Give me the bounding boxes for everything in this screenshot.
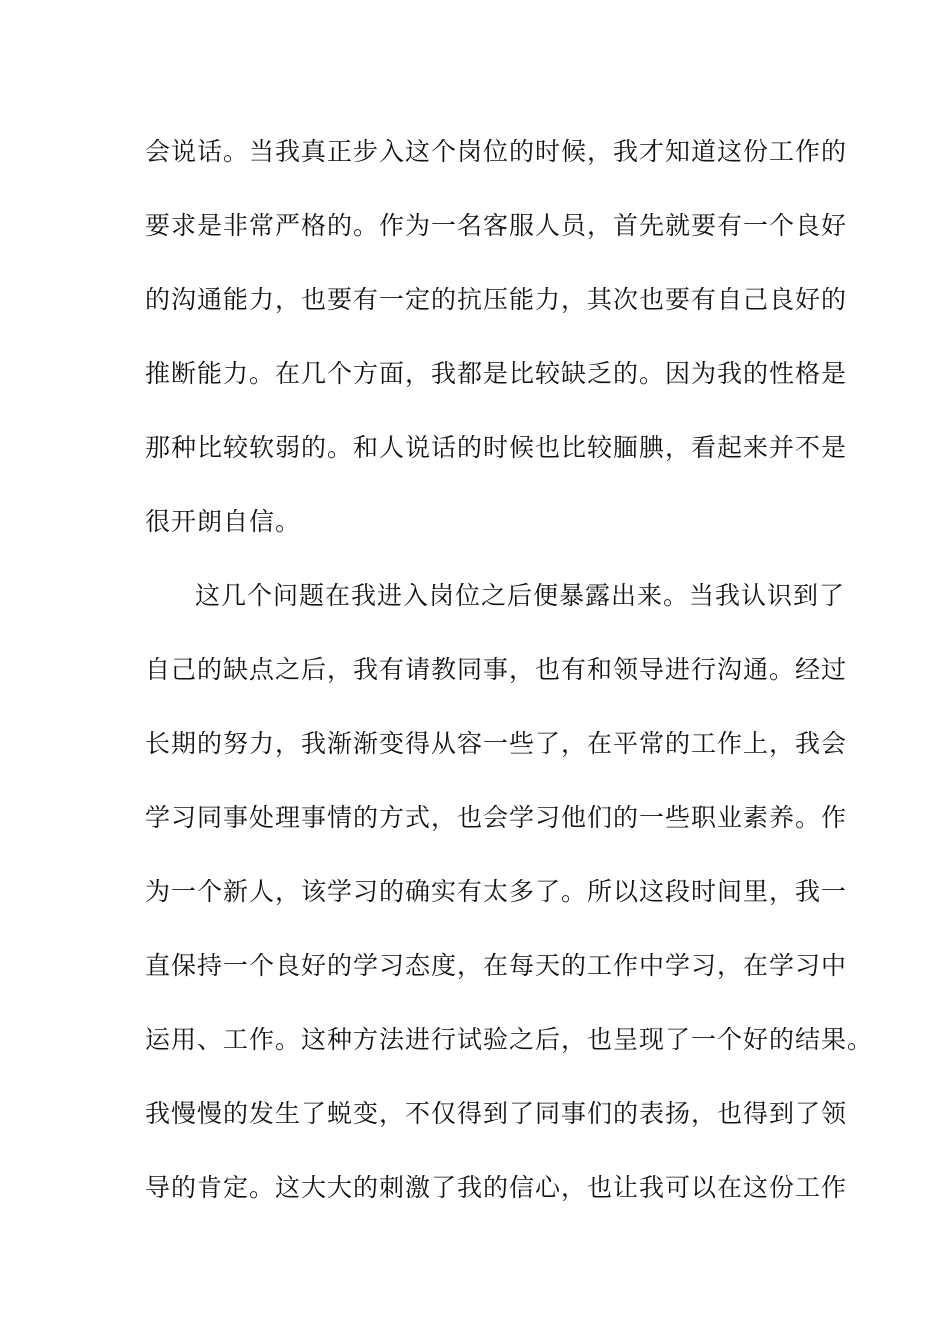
text-line: 长期的努力，我渐渐变得从容一些了，在平常的工作上，我会 <box>145 729 848 758</box>
text-line: 的沟通能力，也要有一定的抗压能力，其次也要有自己良好的 <box>145 285 848 314</box>
body-text <box>145 128 874 1238</box>
text-line: 我慢慢的发生了蜕变，不仅得到了同事们的表扬，也得到了领 <box>145 1099 848 1128</box>
paragraph-start-line: 这几个问题在我进入岗位之后便暴露出来。当我认识到了 <box>195 581 846 610</box>
text-line: 推断能力。在几个方面，我都是比较缺乏的。因为我的性格是 <box>145 359 848 388</box>
text-line: 自己的缺点之后，我有请教同事，也有和领导进行沟通。经过 <box>145 655 848 684</box>
text-line: 学习同事处理事情的方式，也会学习他们的一些职业素养。作 <box>145 803 848 832</box>
text-line: 那种比较软弱的。和人说话的时候也比较腼腆，看起来并不是 <box>145 433 848 462</box>
text-line: 运用、工作。这种方法进行试验之后，也呈现了一个好的结果。 <box>145 1025 874 1054</box>
text-line: 直保持一个良好的学习态度，在每天的工作中学习，在学习中 <box>145 951 848 980</box>
text-line: 导的肯定。这大大的刺激了我的信心，也让我可以在这份工作 <box>145 1173 848 1202</box>
text-line: 很开朗自信。 <box>145 507 302 536</box>
text-line: 会说话。当我真正步入这个岗位的时候，我才知道这份工作的 <box>145 137 848 166</box>
text-line: 为一个新人，该学习的确实有太多了。所以这段时间里，我一 <box>145 877 848 906</box>
text-line: 要求是非常严格的。作为一名客服人员，首先就要有一个良好 <box>145 211 848 240</box>
